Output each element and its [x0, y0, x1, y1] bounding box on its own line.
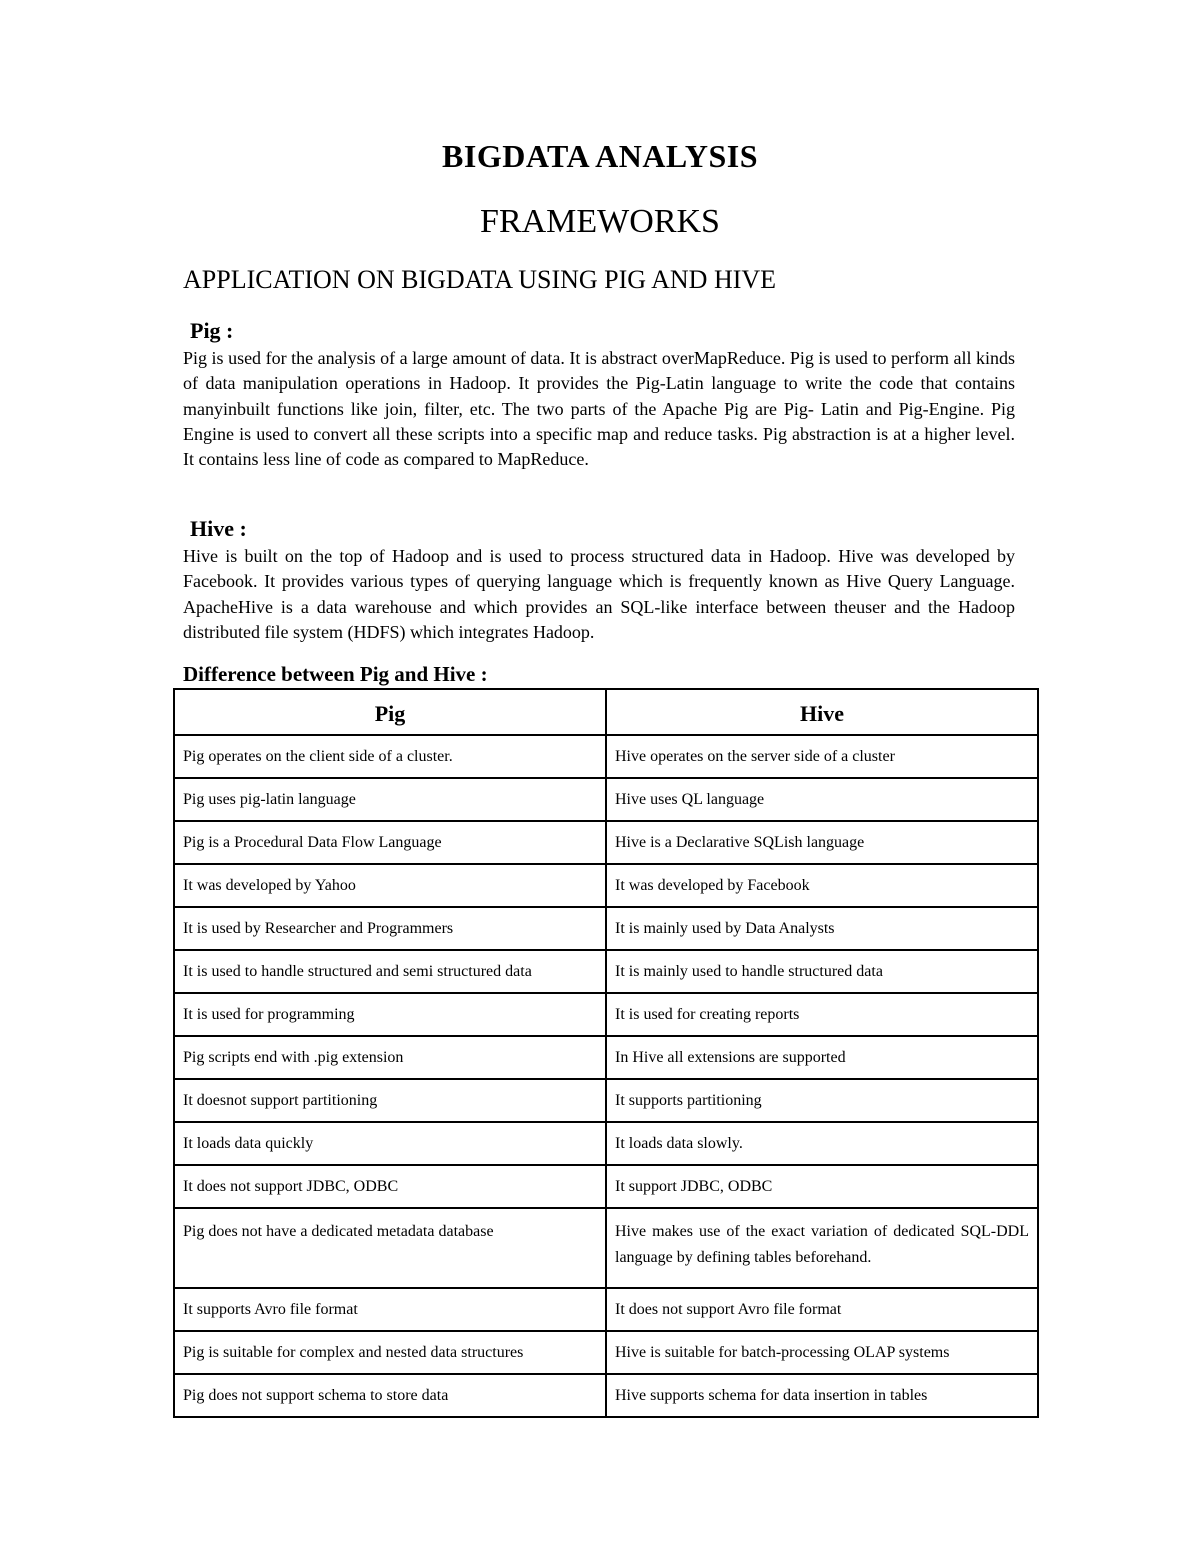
column-header-hive: Hive — [606, 689, 1038, 735]
hive-heading: Hive : — [190, 516, 247, 541]
table-row — [174, 1208, 1038, 1288]
hive-cell: Hive uses QL language — [606, 778, 1038, 821]
pig-cell: Pig operates on the client side of a cluster. — [174, 735, 606, 778]
table-row — [174, 1079, 1038, 1122]
hive-cell: It is mainly used by Data Analysts — [606, 907, 1038, 950]
hive-cell: Hive makes use of the exact variation of dedicated SQL-DDL language by defining tables beforehand. — [606, 1208, 1038, 1288]
pig-cell: Pig does not support schema to store data — [174, 1374, 606, 1417]
table-row — [174, 821, 1038, 864]
pig-cell: Pig is suitable for complex and nested data structures — [174, 1331, 606, 1374]
pig-cell: It doesnot support partitioning — [174, 1079, 606, 1122]
table-row — [174, 735, 1038, 778]
table-header-row — [174, 689, 1038, 735]
table-row — [174, 1165, 1038, 1208]
table-row — [174, 993, 1038, 1036]
pig-cell: Pig uses pig-latin language — [174, 778, 606, 821]
hive-cell: It is mainly used to handle structured data — [606, 950, 1038, 993]
pig-cell: It is used to handle structured and semi structured data — [174, 950, 606, 993]
hive-cell: Hive is a Declarative SQLish language — [606, 821, 1038, 864]
pig-cell: Pig scripts end with .pig extension — [174, 1036, 606, 1079]
hive-cell: It was developed by Facebook — [606, 864, 1038, 907]
table-row — [174, 1036, 1038, 1079]
hive-cell: Hive operates on the server side of a cluster — [606, 735, 1038, 778]
pig-cell: It is used for programming — [174, 993, 606, 1036]
table-row — [174, 1122, 1038, 1165]
table-row — [174, 907, 1038, 950]
table-row — [174, 950, 1038, 993]
main-title: BIGDATA ANALYSIS — [442, 138, 758, 174]
hive-cell: Hive supports schema for data insertion in tables — [606, 1374, 1038, 1417]
application-title: APPLICATION ON BIGDATA USING PIG AND HIVE — [183, 265, 777, 294]
hive-cell: It loads data slowly. — [606, 1122, 1038, 1165]
table-row — [174, 1374, 1038, 1417]
comparison-table — [173, 688, 1039, 1418]
hive-cell: It is used for creating reports — [606, 993, 1038, 1036]
pig-cell: It is used by Researcher and Programmers — [174, 907, 606, 950]
pig-cell: It does not support JDBC, ODBC — [174, 1165, 606, 1208]
pig-cell: It supports Avro file format — [174, 1288, 606, 1331]
pig-cell: It was developed by Yahoo — [174, 864, 606, 907]
table-row — [174, 864, 1038, 907]
pig-cell: Pig is a Procedural Data Flow Language — [174, 821, 606, 864]
hive-cell: In Hive all extensions are supported — [606, 1036, 1038, 1079]
table-row — [174, 1331, 1038, 1374]
table-row — [174, 778, 1038, 821]
sub-title: FRAMEWORKS — [480, 203, 720, 240]
hive-cell: It supports partitioning — [606, 1079, 1038, 1122]
pig-cell: Pig does not have a dedicated metadata database — [174, 1208, 606, 1288]
pig-heading: Pig : — [190, 318, 234, 343]
hive-cell: Hive is suitable for batch-processing OLAP systems — [606, 1331, 1038, 1374]
table-row — [174, 1288, 1038, 1331]
column-header-pig: Pig — [174, 689, 606, 735]
hive-cell: It support JDBC, ODBC — [606, 1165, 1038, 1208]
hive-description: Hive is built on the top of Hadoop and is used to process structured data in Hadoop. Hive was developed by Facebook. It provides various types of querying language which is frequently known as Hive Query Language. ApacheHive is a data warehouse and which provides an SQL-like interface between theuser and the Hadoop distributed file system (HDFS) which integrates Hadoop. — [183, 546, 1015, 642]
difference-heading: Difference between Pig and Hive : — [183, 662, 488, 686]
pig-description: Pig is used for the analysis of a large amount of data. It is abstract overMapReduce. Pig is used to perform all kinds of data manipulation operations in Hadoop. It provides the Pig-Latin language to write the code that contains manyinbuilt functions like join, filter, etc. The two parts of the Apache Pig are Pig- Latin and Pig-Engine. Pig Engine is used to convert all these scripts into a specific map and reduce tasks. Pig abstraction is at a higher level. It contains less line of code as compared to MapReduce. — [183, 348, 1015, 470]
hive-cell: It does not support Avro file format — [606, 1288, 1038, 1331]
pig-cell: It loads data quickly — [174, 1122, 606, 1165]
